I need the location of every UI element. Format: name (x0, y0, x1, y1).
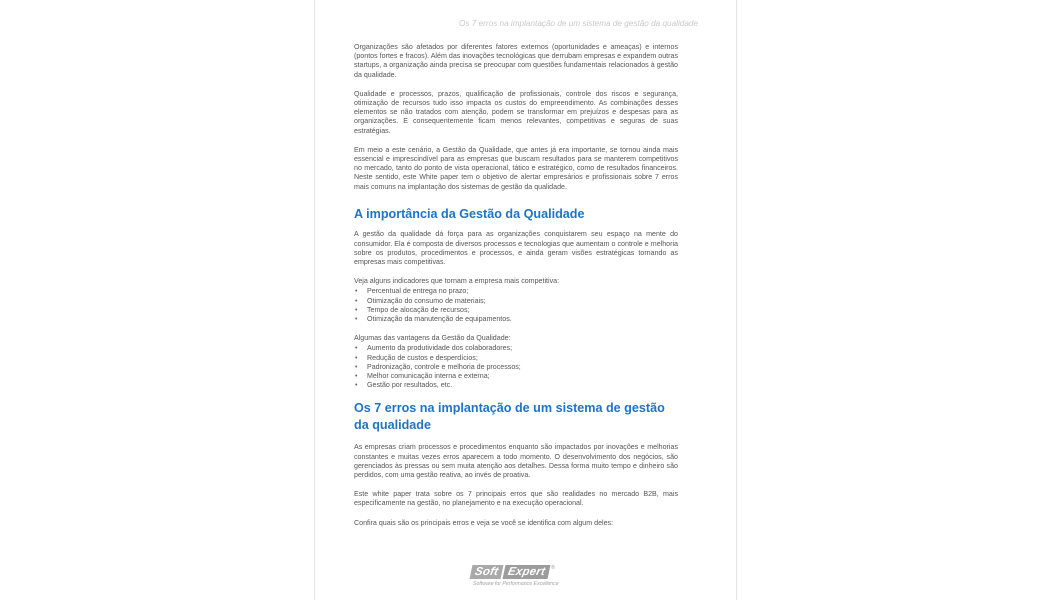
registered-mark: ® (551, 565, 555, 571)
running-header: Os 7 erros na implantação de um sistema de gestão da qualidade (459, 19, 698, 28)
list-item: • Melhor comunicação interna e externa; (354, 372, 678, 381)
section-heading-seven-errors: Os 7 erros na implantação de um sistema de gestão da qualidade (354, 401, 665, 432)
list-item: • Otimização do consumo de materiais; (354, 297, 678, 306)
list-item: • Tempo de alocação de recursos; (354, 306, 678, 315)
errors-paragraph-1: As empresas criam processos e procedimentos enquanto são impactados por inovações e melhorias constantes e muitas vezes erros aparecem a todo momento. O desenvolvimento dos negócios, são gerenciados às pressas ou sem muita atenção aos detalhes. Dessa forma muito tempo e dinheiro são perdidos, com uma gestão reativa, ao invés de proativa. (354, 443, 678, 479)
page-content (354, 43, 678, 538)
advantages-list (354, 344, 678, 390)
advantages-intro: Algumas das vantagens da Gestão da Qualidade: (354, 334, 511, 343)
section-heading-importance: A importância da Gestão da Qualidade (354, 206, 585, 221)
logo-tagline: Software for Performance Excellence (473, 581, 559, 587)
softexpert-logo (471, 565, 583, 595)
list-item: • Redução de custos e desperdícios; (354, 354, 678, 363)
importance-paragraph: A gestão da qualidade dá força para as organizações conquistarem seu espaço na mente do consumidor. Ela é composta de diversos processos e tecnologias que aumentam o controle e melhoria sobre os produtos, procedimentos e processos, e ainda geram visões estratégicas tornando as empresas mais competitivas. (354, 230, 678, 266)
intro-paragraph-2: Qualidade e processos, prazos, qualificação de profissionais, controle dos riscos e segurança, otimização de recursos tudo isso impacta os custos do empreendimento. As combinações desses elementos se não tratados com atenção, podem se transformar em prejuízos e despesas para as organizações. E consequentemente ficam menos relevantes, competitivas e seguras de suas estratégias. (354, 89, 678, 135)
list-item: • Padronização, controle e melhoria de processos; (354, 363, 678, 372)
errors-paragraph-2: Este white paper trata sobre os 7 principais erros que são realidades no mercado B2B, mais especificamente na gestão, no planejamento e na execução operacional. (354, 490, 678, 508)
intro-paragraph-1: Organizações são afetados por diferentes fatores externos (oportunidades e ameaças) e internos (pontos fortes e fracos). Além das inovações tecnológicas que derrubam empresas e expandem outras startups, a organização ainda precisa se preocupar com questões fundamentais relacionados à gestão da qualidade. (354, 43, 678, 79)
errors-paragraph-3: Confira quais são os principais erros e veja se você se identifica com algum deles: (354, 518, 614, 527)
logo-word-expert: Expert (503, 565, 551, 579)
indicators-list (354, 287, 678, 324)
logo-word-soft: Soft (470, 565, 504, 579)
intro-paragraph-3: Em meio a este cenário, a Gestão da Qualidade, que antes já era importante, se tornou ainda mais essencial e imprescindível para as empresas que buscam resultados para se manterem competitivos no mercado, tanto do ponto de vista operacional, tático e estratégico, como de resultados financeiros. Neste sentido, este White paper tem o objetivo de alertar empresários e profissionais sobre 7 erros mais comuns na implantação dos sistemas de gestão da qualidade. (354, 145, 678, 191)
list-item: • Gestão por resultados, etc. (354, 381, 678, 390)
list-item: • Otimização da manutenção de equipamentos. (354, 315, 678, 324)
list-item: • Percentual de entrega no prazo; (354, 287, 678, 296)
document-page (314, 0, 737, 600)
indicators-intro: Veja alguns indicadores que tornam a empresa mais competitiva: (354, 277, 560, 286)
list-item: • Aumento da produtividade dos colaboradores; (354, 344, 678, 353)
